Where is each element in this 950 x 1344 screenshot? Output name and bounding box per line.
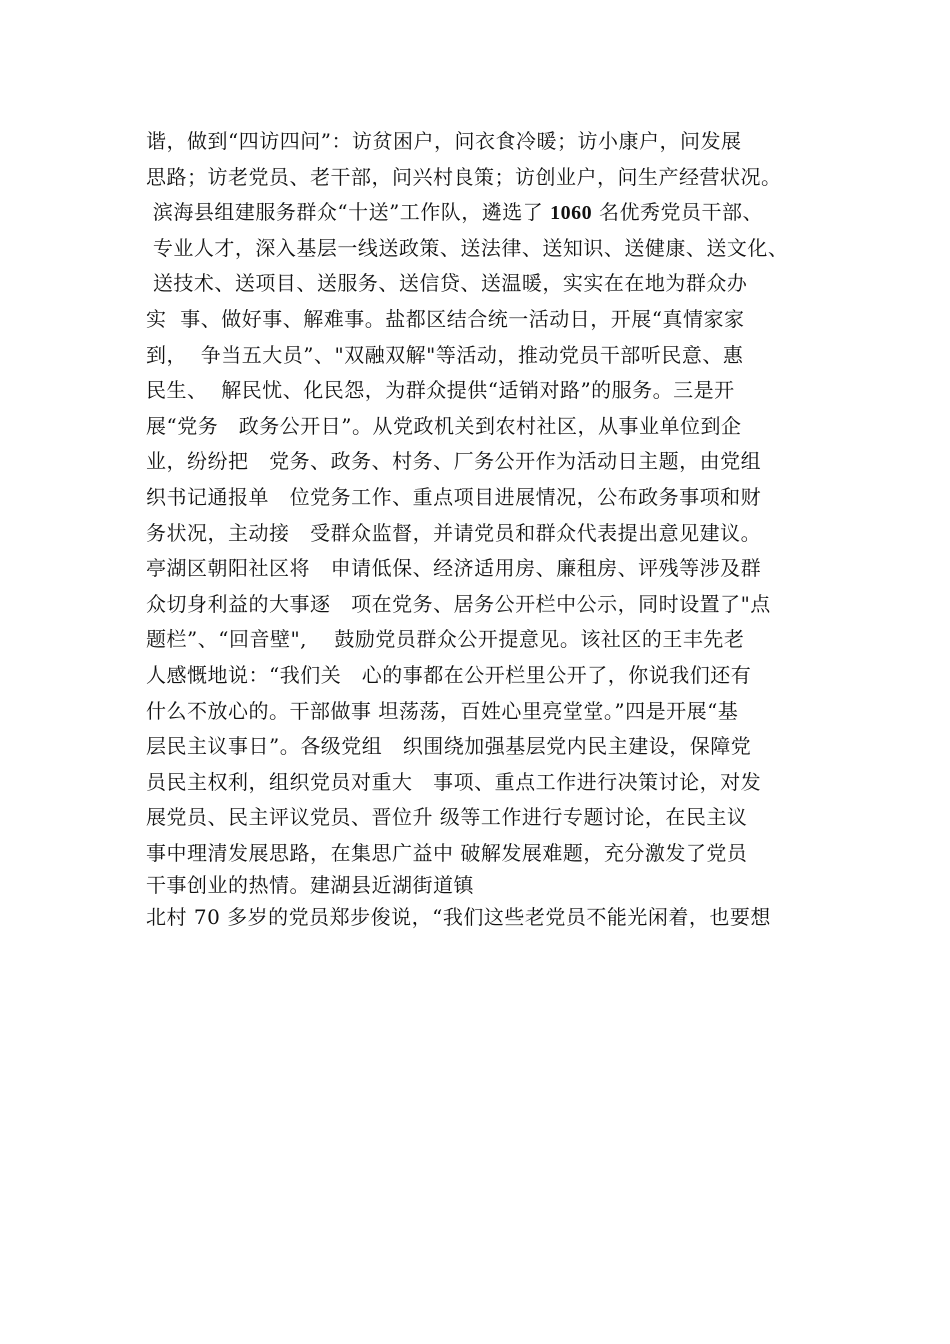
text-line-3-start: 滨海县组建服务群众“十送”工作队，遴选了: [146, 200, 551, 225]
text-line-17: 什么不放心的。干部做事 坦荡荡，百姓心里亮堂堂。”四是开展“基: [146, 698, 739, 723]
text-line-11: 织书记通报单 位党务工作、重点项目进展情况，公布政务事项和财: [146, 484, 762, 509]
text-line-21: 事中理清发展思路，在集思广益中 破解发展难题，充分激发了党员: [146, 840, 748, 865]
text-line-22: 干事创业的热情。建湖县近湖街道镇: [146, 873, 474, 898]
text-line-9: 展“党务 政务公开日”。从党政机关到农村社区，从事业单位到企: [146, 413, 742, 438]
text-line-10: 业，纷纷把 党务、政务、村务、厂务公开作为活动日主题，由党组: [146, 449, 762, 474]
text-line-15: 题栏”、“回音壁", 鼓励党员群众公开提意见。该社区的王丰先老: [146, 627, 745, 652]
text-line-12: 务状况，主动接 受群众监督，并请党员和群众代表提出意见建议。: [146, 520, 762, 545]
text-line-4: 专业人才，深入基层一线送政策、送法律、送知识、送健康、送文化、: [146, 235, 789, 260]
text-line-6: 实 事、做好事、解难事。盐都区结合统一活动日，开展“真情家家: [146, 306, 745, 331]
text-line-13: 亭湖区朝阳社区将 申请低保、经济适用房、廉租房、评残等涉及群: [146, 556, 762, 581]
text-line-2: 思路；访老党员、老干部，问兴村良策；访创业户，问生产经营状况。: [146, 164, 782, 189]
body-text: [146, 124, 826, 936]
highlight-number: 1060: [550, 202, 593, 225]
text-line-3-end: 名优秀党员干部、: [592, 200, 764, 225]
text-line-16: 人感慨地说：“我们关 心的事都在公开栏里公开了，你说我们还有: [146, 662, 752, 687]
text-line-1: 谐，做到“四访四问”：访贫困户，问衣食冷暖；访小康户，问发展: [146, 129, 742, 153]
text-line-18: 层民主议事日”。各级党组 织围绕加强基层党内民主建设，保障党: [146, 734, 752, 759]
text-line-7: 到， 争当五大员”、"双融双解"等活动，推动党员干部听民意、惠: [146, 342, 744, 367]
text-line-23: 北村 70 多岁的党员郑步俊说，“我们这些老党员不能光闲着，也要想: [146, 905, 771, 930]
text-line-14: 众切身利益的大事逐 项在党务、居务公开栏中公示，同时设置了"点: [146, 591, 771, 616]
text-line-8: 民生、 解民忧、化民怨，为群众提供“适销对路”的服务。三是开: [146, 378, 735, 403]
text-line-20: 展党员、民主评议党员、晋位升 级等工作进行专题讨论，在民主议: [146, 805, 748, 830]
text-line-19: 员民主权利，组织党员对重大 事项、重点工作进行决策讨论，对发: [146, 769, 762, 794]
text-line-5: 送技术、送项目、送服务、送信贷、送温暖，实实在在地为群众办: [146, 271, 748, 296]
text-line-3: [146, 195, 826, 231]
